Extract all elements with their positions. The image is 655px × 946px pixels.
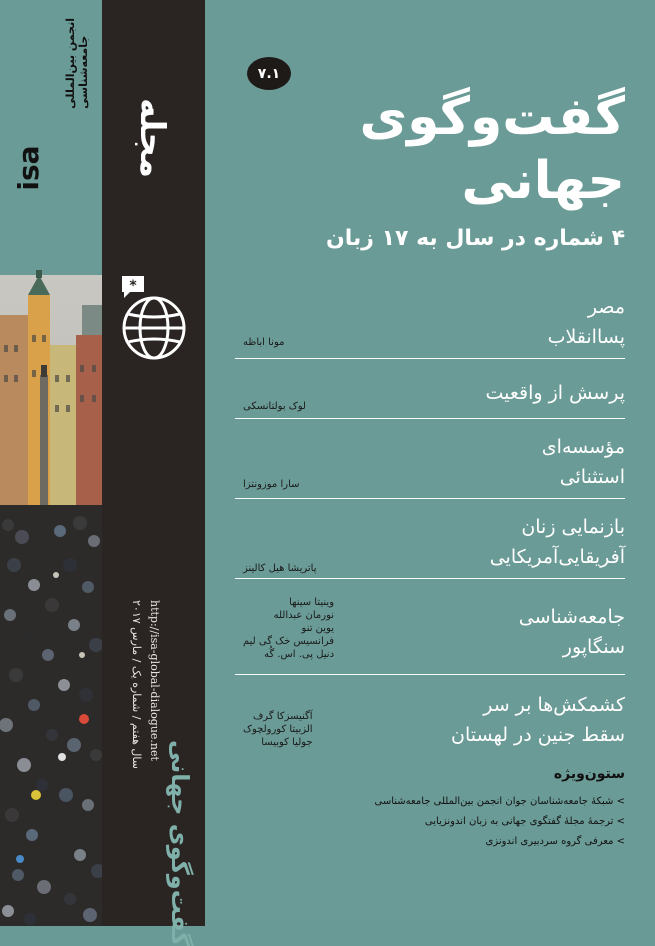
svg-text:*: * [129,278,137,294]
article-title-line: کشمکش‌ها بر سر [483,694,625,716]
cover-title-line2: جهانی [461,151,625,211]
isa-org-name [64,18,90,109]
article-title-line: پساانقلاب [547,326,625,348]
author-name: جولیا کوبیسا [261,737,313,748]
article-authors [243,596,334,661]
author-name: مونا اباظه [243,337,285,348]
special-item[interactable]: > ترجمهٔ مجلهٔ گفتگوی جهانی به زبان اندونزیایی [424,816,625,827]
author-name: سارا موزونتزا [243,479,300,490]
cover-subtitle: ۴ شماره در سال به ۱۷ زبان [325,226,625,251]
crowd-photo [0,275,102,926]
author-name: الزبیتا کورولچوک [243,724,313,735]
spine-issue-info: سال هفتم / شماره یک / مارس ۲۰۱۷ [130,600,143,769]
cover-title-line1: گفت‌وگوی [359,87,625,147]
cover-title [265,85,625,213]
article-6[interactable] [235,690,625,756]
article-2[interactable] [235,372,625,419]
article-title [325,292,625,352]
isa-org-name-line2: جامعه‌شناسی [77,35,90,109]
spine-title: گفت‌وگوی جهانی [166,740,194,946]
spine-url[interactable]: http://isa-global-dialogue.net [148,600,161,761]
special-section-list [225,792,625,852]
spine-word-text: مجله [132,97,172,179]
article-title-line: آفریقایی‌آمریکایی [489,546,625,568]
article-3[interactable] [235,432,625,499]
author-name: نورمان عبدالله [273,610,335,621]
author-name: آگنیسزکا گرف [252,711,313,722]
article-1[interactable] [235,292,625,359]
article-authors [243,478,300,491]
author-name: یوین تنو [301,623,335,634]
issue-badge: ۷.۱ [247,57,291,90]
globe-icon [118,272,190,362]
isa-logo [12,142,64,194]
article-authors [243,400,306,413]
article-title-line: سقط جنین در لهستان [451,724,625,746]
author-name: لوک بولتانسکی [243,401,306,412]
article-title [325,690,625,750]
article-title-line: استثنائی [559,466,625,488]
article-title-line: مصر [587,296,625,318]
special-section-heading: ستون‌ویژه [553,766,625,782]
author-name: فرانسیس خک گی لیم [243,636,335,647]
article-title-line: مؤسسه‌ای [541,436,625,458]
article-title [325,512,625,572]
article-title [325,432,625,492]
author-name: پاتریشا هیل کالینز [243,563,317,574]
article-authors [243,562,317,575]
article-authors [243,336,284,349]
article-title-line: سنگاپور [562,636,625,658]
isa-logo-text: isa [12,145,45,191]
article-title-line: پرسش از واقعیت [485,382,625,404]
article-4[interactable] [235,510,625,579]
article-title [325,602,625,662]
special-item[interactable]: > معرفی گروه سردبیری اندونزی [485,836,625,847]
article-title-line: جامعه‌شناسی [518,606,625,628]
author-name: دنیل پی. اس. گُه [264,649,335,660]
cover-main [205,0,655,926]
article-title-line: بازنمایی زنان [521,516,625,538]
article-title [325,378,625,408]
special-item[interactable]: > شبکهٔ جامعه‌شناسان جوان انجمن بین‌المللی جامعه‌شناسی [374,796,625,807]
spine-magazine-word [112,78,192,198]
isa-area [0,0,102,275]
author-name: وینیتا سینها [289,597,335,608]
isa-org-name-line1: انجمن بین‌المللی [64,18,77,109]
article-5[interactable] [235,596,625,675]
article-authors [243,710,313,749]
